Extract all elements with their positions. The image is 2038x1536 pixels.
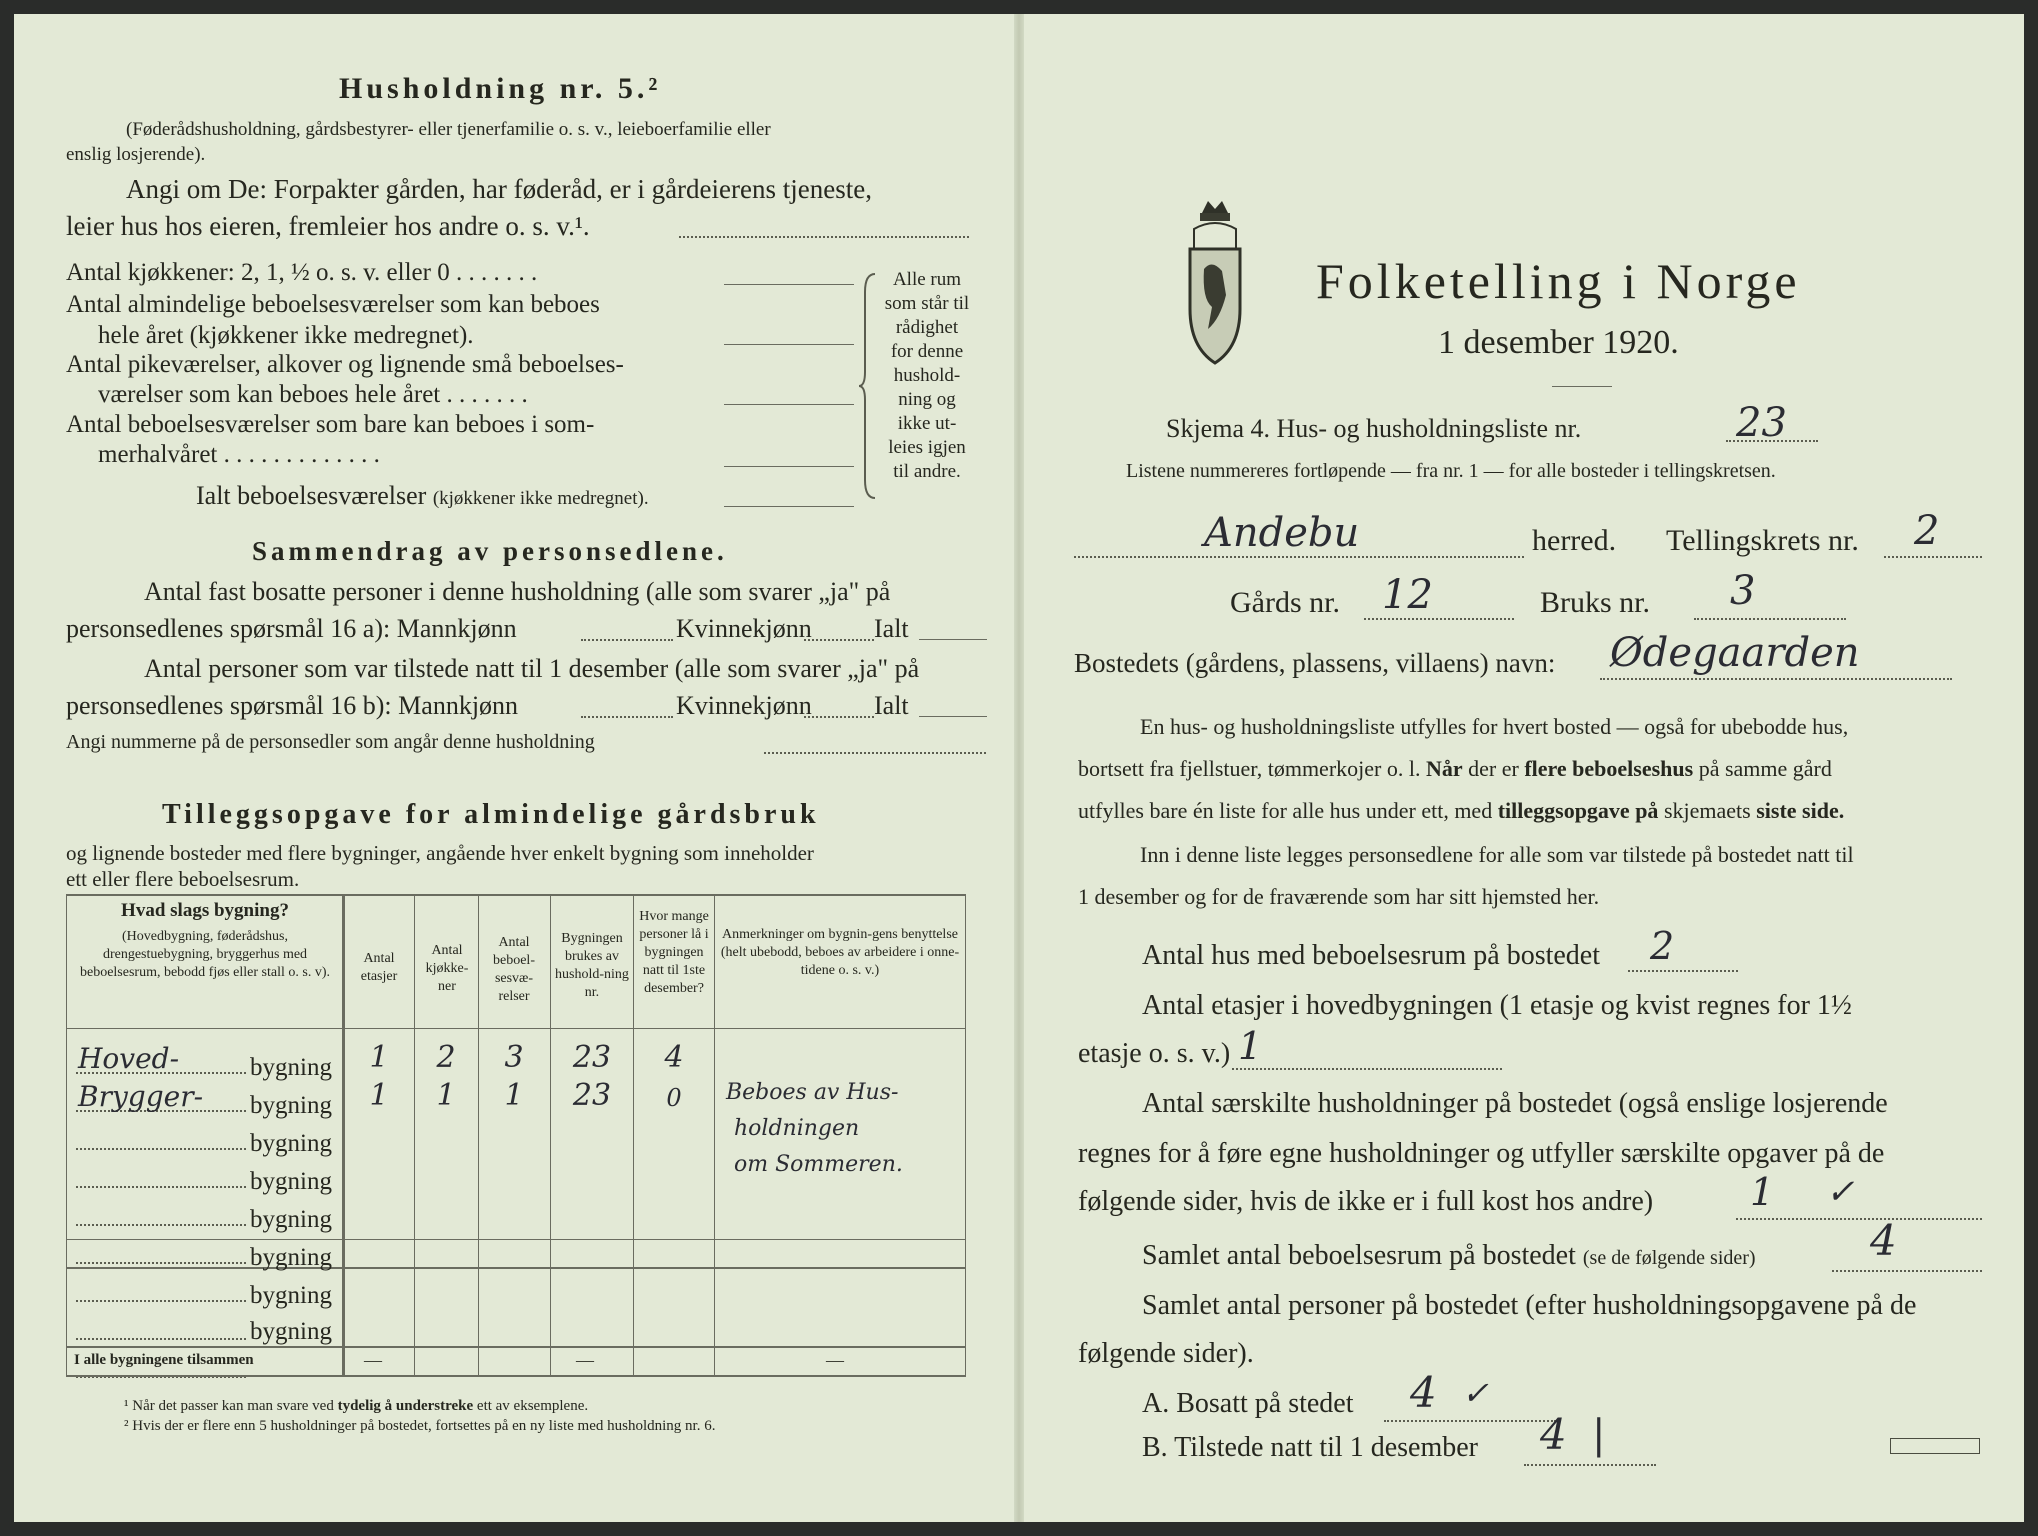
total-label-2: Ialt [874, 691, 909, 720]
total-label: Ialt [874, 614, 909, 643]
persons-line2: følgende sider). [1078, 1338, 1254, 1369]
census-title: Folketelling i Norge [1316, 253, 1801, 309]
households-line3: følgende sider, hvis de ikke er i full kost hos andre) [1078, 1186, 1654, 1217]
info-line4: Inn i denne liste legges personsedlene for alle som var tilstede på bostedet natt til [1140, 842, 1854, 867]
present-label: B. Tilstede natt til 1 desember [1142, 1432, 1478, 1463]
remark-line1: Beboes av Hus- [726, 1080, 899, 1105]
present-value: 4 [1540, 1410, 1567, 1459]
bosted-value: Ødegaarden [1610, 630, 1860, 676]
summer-rooms-label-2: merhalvåret . . . . . . . . . . . . . [98, 441, 380, 468]
row1-household: 23 [572, 1040, 612, 1075]
households-line2: regnes for å føre egne husholdninger og utfyller særskilte opgaver på de [1078, 1138, 1885, 1169]
tenure-question-line1: Angi om De: Forpakter gården, har føderåd, er i gårdeierens tjeneste, [126, 174, 872, 204]
brace-icon [859, 272, 879, 500]
row2-kitchens: 1 [436, 1078, 456, 1113]
summary-resident-line1: Antal fast bosatte personer i denne husholdning (alle som svarer „ja" på [144, 577, 891, 606]
floors-value: 1 [1238, 1024, 1263, 1068]
tellingskrets-value: 2 [1914, 508, 1940, 554]
person-numbers-label: Angi nummerne på de personsedler som angår denne husholdning [66, 731, 595, 753]
bruks-value: 3 [1730, 568, 1756, 614]
summary-title: Sammendrag av personsedlene. [252, 536, 728, 566]
col-persons: Hvor mange personer lå i bygningen natt til 1ste desember? [639, 909, 709, 996]
row2-suffix: bygning [250, 1092, 332, 1119]
footnote-2: ² Hvis der er flere enn 5 husholdninger på bostedet, fortsettes på en ny liste med husholdning nr. 6. [124, 1418, 716, 1434]
col-remarks: Anmerkninger om bygnin-gens benyttelse (helt ubebodd, beboes av arbeidere i onne-tidene o. s. v.) [720, 927, 960, 978]
census-date: 1 desember 1920. [1438, 324, 1679, 361]
schema-label: Skjema 4. Hus- og husholdningsliste nr. [1166, 414, 1582, 443]
resident-check: ✓ [1462, 1374, 1489, 1412]
household-intro-line2: enslig losjerende). [66, 144, 206, 165]
side-note: Alle rum som står til rådighet for denne hushold- ning og ikke ut- leies igjen til andre. [884, 269, 970, 482]
footnote-1: ¹ Når det passer kan man svare ved tydelig å understreke ett av eksemplene. [124, 1398, 589, 1414]
info-line5: 1 desember og for de fraværende som har sitt hjemsted her. [1078, 884, 1600, 909]
row2-household: 23 [572, 1078, 612, 1113]
resident-value: 4 [1410, 1368, 1437, 1417]
resident-label: A. Bosatt på stedet [1142, 1388, 1354, 1419]
row8-suffix: bygning [250, 1318, 332, 1345]
rooms-count-label: Antal almindelige beboelsesværelser som kan beboes [66, 291, 600, 318]
tenure-question-line2: leier hus hos eieren, fremleier hos andre o. s. v.¹. [66, 211, 590, 241]
info-line3: utfylles bare én liste for alle hus under ett, med tilleggsopgave på skjemaets siste side. [1078, 798, 1845, 823]
small-rooms-label: Antal pikeværelser, alkover og lignende små beboelses- [66, 351, 624, 378]
summary-present-line1: Antal personer som var tilstede natt til 1 desember (alle som svarer „ja" på [144, 654, 920, 683]
info-line1: En hus- og husholdningsliste utfylles for hvert bosted — også for ubebodde hus, [1140, 714, 1849, 739]
total-remarks: — [826, 1350, 844, 1370]
summary-resident-line2: personsedlenes spørsmål 16 a): Mannkjønn [66, 614, 517, 643]
farm-intro-line1: og lignende bosteder med flere bygninger, angående hver enkelt bygning som inneholder [66, 841, 814, 865]
households-value: 1 [1750, 1170, 1775, 1214]
tellingskrets-label: Tellingskrets nr. [1666, 524, 1859, 557]
row6-suffix: bygning [250, 1244, 332, 1271]
bosted-label: Bostedets (gårdens, plassens, villaens) navn: [1074, 648, 1556, 678]
row1-persons: 4 [664, 1040, 684, 1075]
household-intro-line1: (Føderådshusholdning, gårdsbestyrer- eller tjenerfamilie o. s. v., leieboerfamilie eller [126, 119, 771, 140]
numbering-note: Listene nummereres fortløpende — fra nr. 1 — for alle bosteder i tellingskretsen. [1126, 460, 1776, 482]
row2-building-name: Brygger- [78, 1080, 204, 1113]
row4-suffix: bygning [250, 1168, 332, 1195]
total-rooms-label: Ialt beboelsesværelser (kjøkkener ikke medregnet). [196, 481, 649, 510]
col-floors: Antal etasjer [360, 951, 398, 984]
col-building-type-note: (Hovedbygning, føderådshus, drengestuebygning, bryggerhus med beboelsesrum, bebodd fjøs eller stall o. s. v). [79, 929, 330, 980]
col-kitchens: Antal kjøkke-ner [425, 943, 469, 994]
row1-building-name: Hoved- [78, 1042, 180, 1075]
small-rooms-label-2: værelser som kan beboes hele året . . . . . . . [98, 381, 528, 408]
floors-line1: Antal etasjer i hovedbygningen (1 etasje og kvist regnes for 1½ [1142, 990, 1852, 1021]
gards-label: Gårds nr. [1230, 586, 1340, 619]
total-household: — [576, 1350, 594, 1370]
present-value-stroke: | [1592, 1412, 1606, 1458]
houses-value: 2 [1650, 924, 1675, 968]
col-household-nr: Bygningen brukes av hushold-ning nr. [555, 931, 629, 1000]
farm-intro-line2: ett eller flere beboelsesrum. [66, 867, 300, 891]
kitchens-count-label: Antal kjøkkener: 2, 1, ½ o. s. v. eller 0 . . . . . . . [66, 259, 538, 286]
col-rooms: Antal beboel-sesvæ-relser [493, 935, 535, 1004]
table-total-label: I alle bygningene tilsammen [74, 1352, 254, 1368]
herred-label: herred. [1532, 524, 1617, 557]
row1-kitchens: 2 [436, 1040, 456, 1075]
gards-value: 12 [1382, 572, 1433, 618]
row3-suffix: bygning [250, 1130, 332, 1157]
households-check: ✓ [1826, 1172, 1855, 1212]
herred-value: Andebu [1204, 510, 1360, 556]
households-line1: Antal særskilte husholdninger på bostedet (også enslige losjerende [1142, 1088, 1888, 1119]
remark-line2: holdningen [734, 1116, 860, 1141]
bruks-label: Bruks nr. [1540, 586, 1651, 619]
row5-suffix: bygning [250, 1206, 332, 1233]
row2-rooms: 1 [504, 1078, 524, 1113]
summary-present-line2: personsedlenes spørsmål 16 b): Mannkjønn [66, 691, 519, 720]
info-line2: bortsett fra fjellstuer, tømmerkojer o. l. Når der er flere beboelseshus på samme gård [1078, 756, 1832, 781]
row7-suffix: bygning [250, 1282, 332, 1309]
census-form-page [14, 14, 2024, 1522]
summer-rooms-label: Antal beboelsesværelser som bare kan beboes i som- [66, 411, 595, 438]
row2-floors: 1 [369, 1078, 389, 1113]
remark-line3: om Sommeren. [734, 1152, 903, 1177]
rooms-count-label-2: hele året (kjøkkener ikke medregnet). [98, 322, 474, 349]
persons-line1: Samlet antal personer på bostedet (efter husholdningsopgavene på de [1142, 1290, 1917, 1321]
total-rooms-right-label: Samlet antal beboelsesrum på bostedet (se de følgende sider) [1142, 1240, 1756, 1271]
row2-persons: 0 [666, 1084, 682, 1112]
page-fold [1014, 14, 1024, 1522]
household-title: Husholdning nr. 5.² [339, 72, 662, 105]
row1-floors: 1 [369, 1040, 389, 1075]
row1-suffix: bygning [250, 1054, 332, 1081]
col-building-type: Hvad slags bygning? [121, 900, 289, 921]
women-label-2: Kvinnekjønn [676, 691, 812, 720]
farm-supplement-title: Tilleggsopgave for almindelige gårdsbruk [162, 799, 820, 830]
building-table-extended [66, 894, 966, 1374]
row1-rooms: 3 [504, 1040, 524, 1075]
floors-line2: etasje o. s. v.) [1078, 1038, 1231, 1069]
printer-mark [1890, 1438, 1980, 1454]
total-floors: — [364, 1350, 382, 1370]
women-label: Kvinnekjønn [676, 614, 812, 643]
coat-of-arms-icon [1182, 199, 1248, 369]
list-number: 23 [1736, 400, 1787, 446]
houses-label: Antal hus med beboelsesrum på bostedet [1142, 940, 1601, 971]
total-rooms-right-value: 4 [1870, 1216, 1897, 1265]
